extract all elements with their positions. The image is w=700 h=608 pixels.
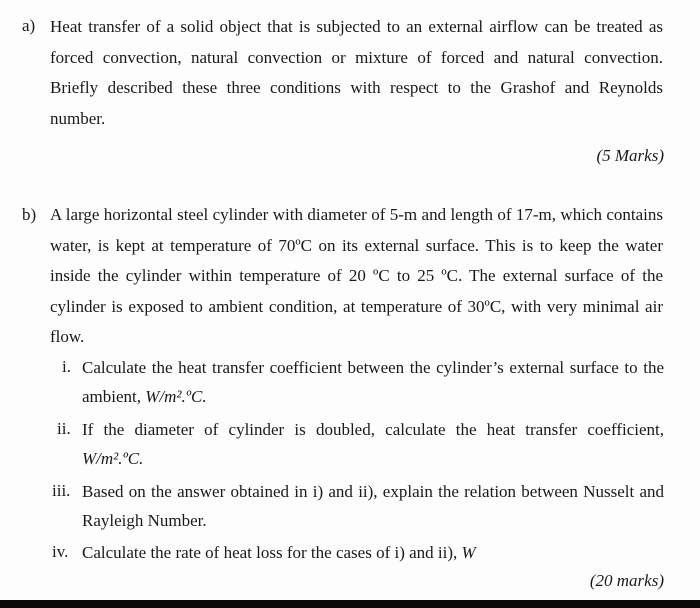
part-ii-label: ii. (57, 419, 71, 438)
question-a-marks: (5 Marks) (596, 146, 664, 165)
part-iv-unit: W (461, 543, 476, 562)
part-iii-label: iii. (52, 481, 71, 500)
question-a-text: Heat transfer of a solid object that is subjected to an external airflow can be treated as forced convection, natural convection or mixture of forced and natural convection. Briefly described these three conditions with respect to the Grashof and Reynolds number. (50, 17, 663, 128)
part-iv-question: Calculate the rate of heat loss for the cases of i) and ii), (82, 543, 458, 562)
part-ii-unit: W/m².ºC. (82, 449, 144, 468)
part-iii-text (82, 477, 664, 535)
part-iv-text (82, 538, 664, 567)
bottom-edge-bar (0, 600, 700, 608)
part-i-question: Calculate the heat transfer coefficient between the cylinder’s external surface to the ambient, (82, 358, 664, 406)
question-b-marks: (20 marks) (589, 571, 664, 590)
part-i-unit: W/m².ºC. (145, 387, 207, 406)
part-iv-label: iv. (52, 542, 69, 561)
part-iii-question: Based on the answer obtained in i) and ii), explain the relation between Nusselt and Rayleigh Number. (82, 482, 664, 530)
question-b-label: b) (22, 205, 37, 224)
part-ii-question: If the diameter of cylinder is doubled, calculate the heat transfer coefficient, (82, 420, 664, 439)
part-i-label: i. (62, 357, 71, 376)
part-ii-text (82, 415, 664, 473)
question-a-label: a) (22, 16, 36, 35)
part-i-text (82, 353, 664, 411)
question-b-text: A large horizontal steel cylinder with diameter of 5-m and length of 17-m, which contains water, is kept at temperature of 70ºC on its external surface. This is to keep the water inside the cylinder within temperature of 20 ºC to 25 ºC. The external surface of the cylinder is exposed to ambient condition, at temperature of 30ºC, with very minimal air flow. (50, 205, 663, 346)
